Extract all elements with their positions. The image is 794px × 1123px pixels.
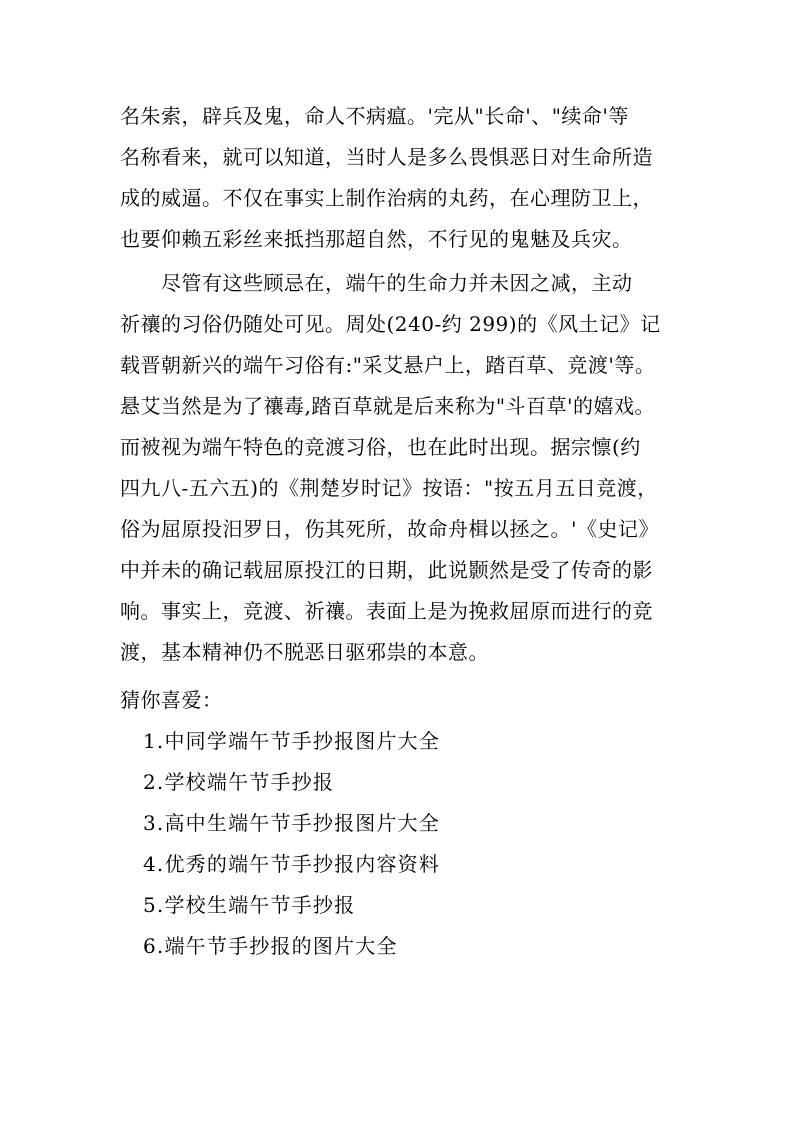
text-line: 尽管有这些顾忌在，端午的生命力并未因之减，主动 [120, 271, 633, 295]
text-line: 俗为屈原投汨罗日，伤其死所，故命舟楫以拯之。'《史记》 [120, 517, 659, 541]
related-link[interactable]: 3.高中生端午节手抄报图片大全 [143, 811, 441, 835]
related-list [143, 721, 440, 967]
text-line: 中并未的确记载屈原投江的日期，此说颢然是受了传奇的影 [120, 558, 653, 582]
text-line: 载晋朝新兴的端午习俗有:"采艾悬户上，踏百草、竞渡'等。 [120, 353, 656, 377]
related-link[interactable]: 5.学校生端午节手抄报 [143, 893, 356, 917]
related-link[interactable]: 6.端午节手抄报的图片大全 [143, 934, 398, 958]
text-line: 祈禳的习俗仍随处可见。周处(240-约 299)的《风土记》记 [120, 312, 661, 336]
text-line: 悬艾当然是为了禳毒,踏百草就是后来称为"斗百草'的嬉戏。 [120, 394, 656, 418]
text-line: 名朱索，辟兵及鬼，命人不病瘟。'完从"长命'、"续命'等 [120, 104, 629, 128]
related-link[interactable]: 2.学校端午节手抄报 [143, 770, 335, 794]
text-line: 名称看来，就可以知道，当时人是多么畏惧恶日对生命所造 [120, 145, 653, 169]
related-link[interactable]: 1.中同学端午节手抄报图片大全 [143, 729, 441, 753]
text-line: 而被视为端午特色的竞渡习俗，也在此时出现。据宗懔(约 [120, 435, 641, 459]
paragraph-continuation [120, 96, 690, 260]
related-heading: 猜你喜爱： [120, 688, 223, 712]
text-line: 四九八-五六五)的《荆楚岁时记》按语："按五月五日竞渡， [120, 476, 658, 500]
related-link[interactable]: 4.优秀的端午节手抄报内容资料 [143, 852, 441, 876]
text-line: 响。事实上，竞渡、祈禳。表面上是为挽救屈原而进行的竞 [120, 599, 653, 623]
text-line: 渡，基本精神仍不脱恶日驱邪祟的本意。 [120, 640, 489, 664]
text-line: 成的威逼。不仅在事实上制作治病的丸药，在心理防卫上， [120, 186, 653, 210]
paragraph-dragon-boat-customs [120, 263, 690, 673]
text-line: 也要仰赖五彩丝来抵挡那超自然，不行见的鬼魅及兵灾。 [120, 227, 633, 251]
